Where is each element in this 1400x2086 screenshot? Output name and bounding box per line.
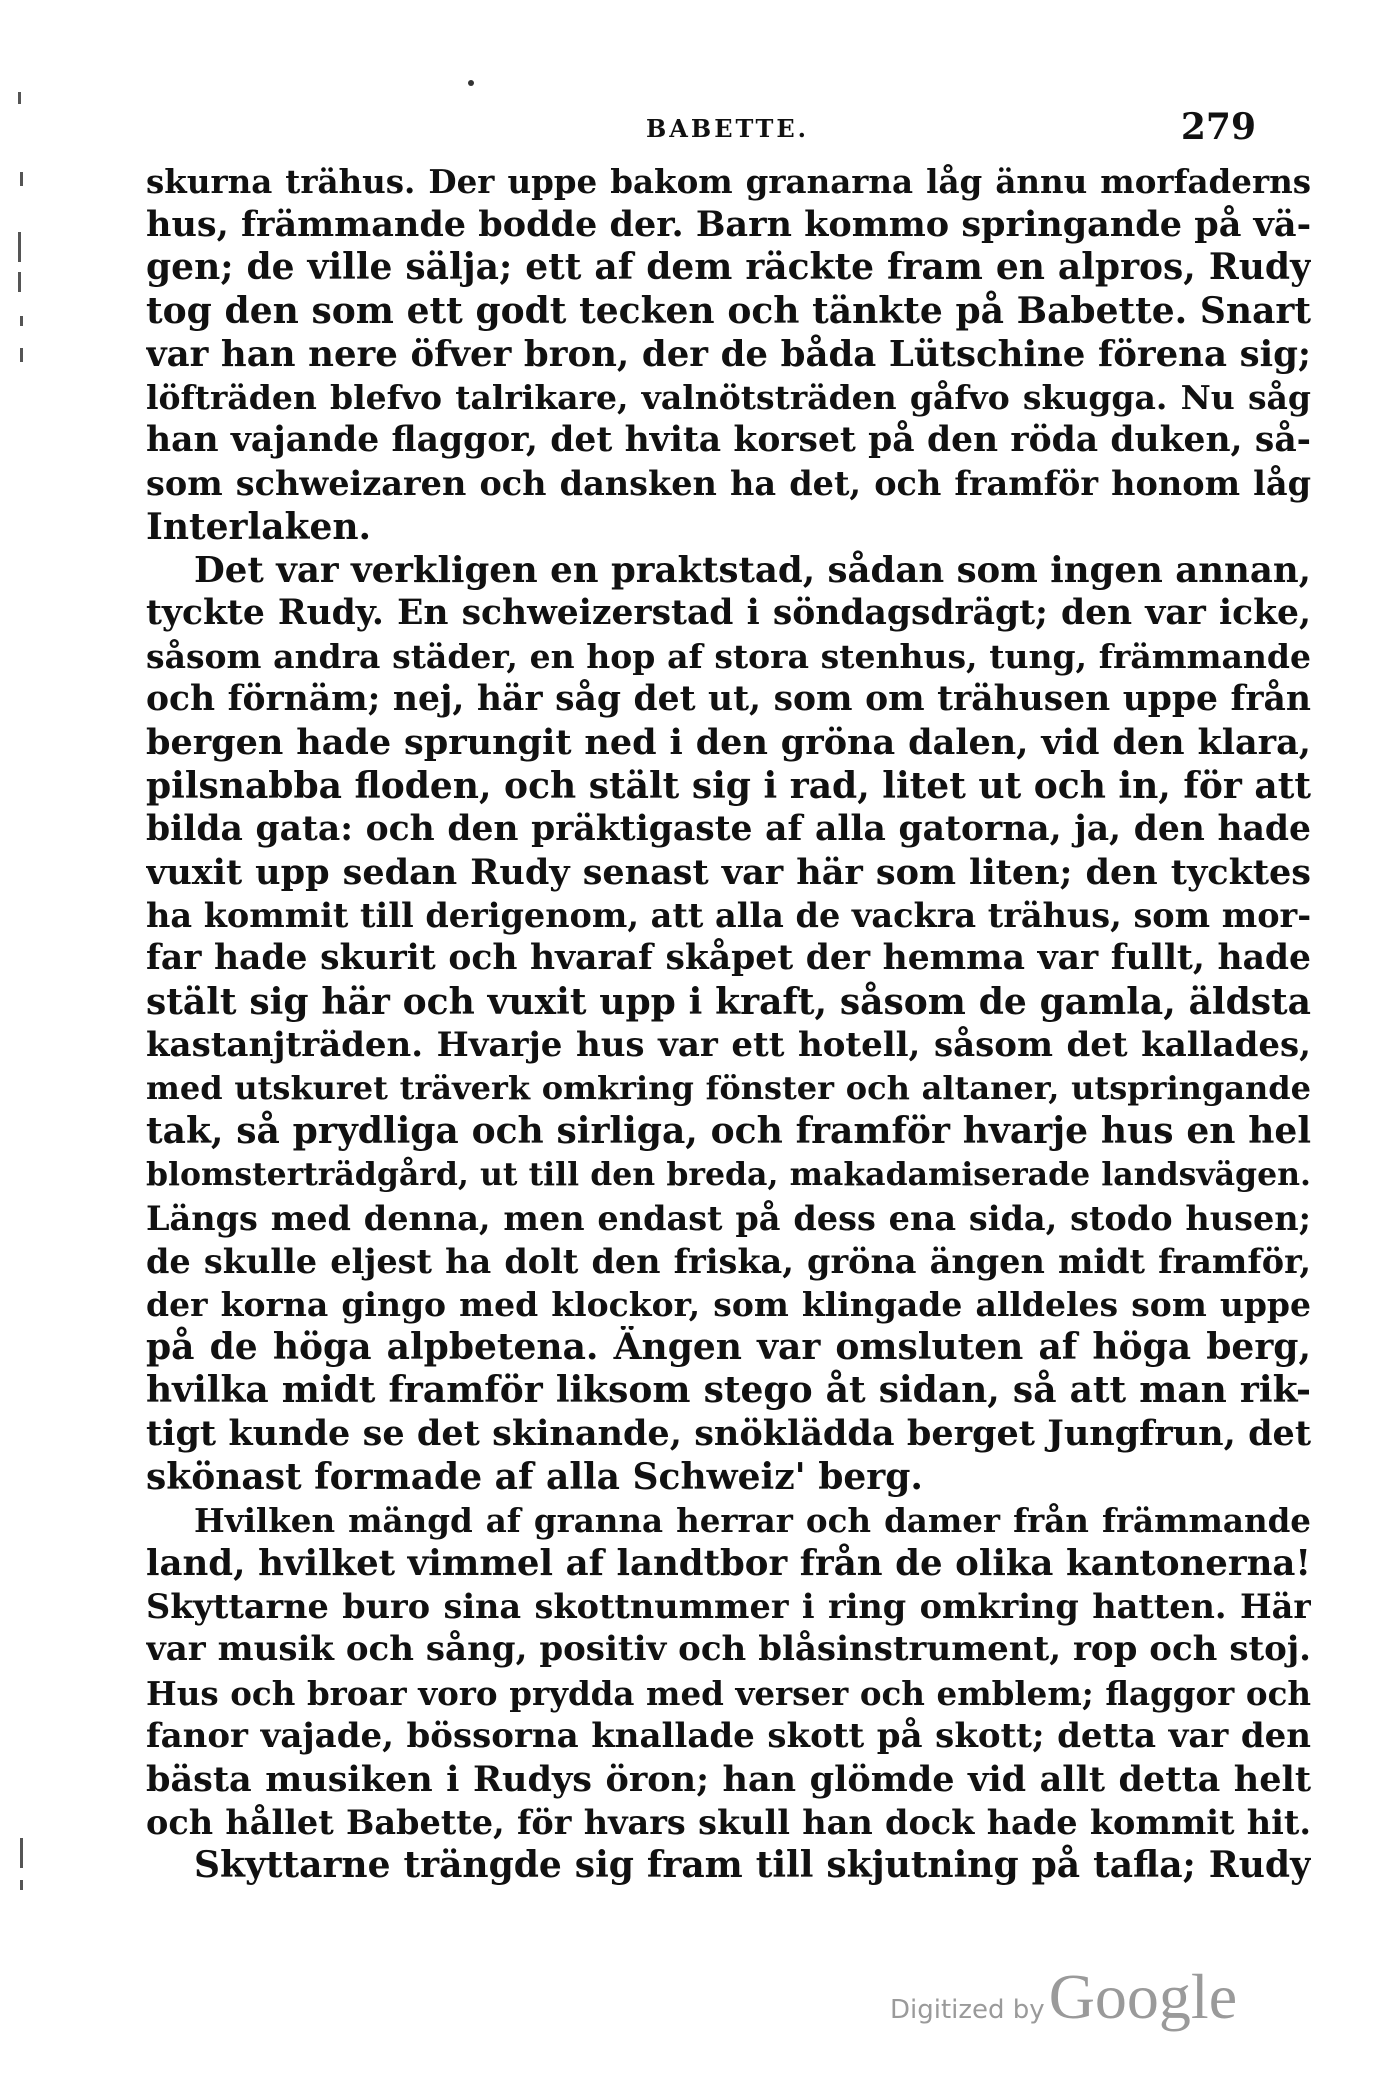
text-line: var han nere öfver bron, der de båda Lütschine förena sig;: [146, 333, 1311, 375]
text-line: Interlaken.: [146, 505, 372, 548]
text-line: tak, så prydliga och sirliga, och framför hvarje hus en hel: [146, 1110, 1311, 1153]
margin-mark: [20, 316, 23, 326]
text-line: bästa musiken i Rudys öron; han glömde vid allt detta helt: [146, 1758, 1311, 1800]
text-line: med utskuret träverk omkring fönster och altaner, utspringande: [146, 1068, 1311, 1107]
watermark-prefix: Digitized by: [890, 1995, 1045, 2025]
text-line: land, hvilket vimmel af landtbor från de olika kantonerna!: [146, 1543, 1311, 1584]
text-line: tigt kunde se det skinande, snöklädda berget Jungfrun, det: [146, 1413, 1311, 1455]
digitized-by-watermark: [890, 1960, 1237, 2030]
text-line: och förnäm; nej, här såg det ut, som om trähusen uppe från: [146, 679, 1311, 720]
running-title: BABETTE.: [646, 114, 809, 143]
margin-mark: [18, 272, 21, 292]
text-line: bergen hade sprungit ned i den gröna dalen, vid den klara,: [146, 722, 1311, 764]
margin-mark: [18, 232, 21, 262]
text-line: och hållet Babette, för hvars skull han dock hade kommit hit.: [146, 1803, 1311, 1843]
body-text: [146, 160, 1311, 1888]
text-line: vuxit upp sedan Rudy senast var här som liten; den tycktes: [146, 852, 1311, 893]
text-line: ha kommit till derigenom, att alla de vackra trähus, som mor-: [146, 896, 1311, 936]
text-line: Längs med denna, men endast på dess ena sida, stodo husen;: [146, 1198, 1311, 1238]
margin-mark: [20, 348, 23, 362]
text-line: Skyttarne trängde sig fram till skjutning på tafla; Rudy: [194, 1844, 1311, 1887]
text-line: han vajande flaggor, det hvita korset på den röda duken, så-: [146, 420, 1311, 461]
text-line: tyckte Rudy. En schweizerstad i söndagsdrägt; den var icke,: [146, 592, 1311, 633]
text-line: gen; de ville sälja; ett af dem räckte fram en alpros, Rudy: [146, 246, 1311, 289]
text-line: på de höga alpbetena. Ängen var omsluten af höga berg,: [146, 1326, 1311, 1369]
text-line: Hvilken mängd af granna herrar och damer från främmande: [194, 1500, 1311, 1540]
text-line: fanor vajade, bössorna knallade skott på skott; detta var den: [146, 1715, 1311, 1756]
text-line: var musik och sång, positiv och blåsinstrument, rop och stoj.: [146, 1629, 1311, 1670]
google-logo: Google: [1048, 1961, 1238, 2032]
text-line: löfträden blefvo talrikare, valnötsträden gåfvo skugga. Nu såg: [146, 377, 1311, 417]
text-line: Det var verkligen en praktstad, sådan som ingen annan,: [194, 549, 1311, 591]
page-header: [146, 106, 1256, 154]
text-line: skönast formade af alla Schweiz' berg.: [146, 1455, 923, 1498]
margin-mark: [18, 92, 21, 104]
margin-mark: [20, 1838, 23, 1868]
text-line: Hus och broar voro prydda med verser och emblem; flaggor och: [146, 1673, 1311, 1713]
text-line: de skulle eljest ha dolt den friska, gröna ängen midt framför,: [146, 1241, 1311, 1281]
text-line: såsom andra städer, en hop af stora stenhus, tung, främmande: [146, 637, 1311, 677]
text-line: far hade skurit och hvaraf skåpet der hemma var fullt, hade: [146, 938, 1311, 979]
text-line: skurna trähus. Der uppe bakom granarna låg ännu morfaderns: [146, 162, 1311, 201]
text-line: hvilka midt framför liksom stego åt sidan, så att man rik-: [146, 1369, 1311, 1412]
text-line: hus, främmande bodde der. Barn kommo springande på vä-: [146, 204, 1311, 246]
text-line: blomsterträdgård, ut till den breda, makadamiserade landsvägen.: [146, 1156, 1311, 1194]
text-line: der korna gingo med klockor, som klingade alldeles som uppe: [146, 1284, 1311, 1324]
text-line: bilda gata: och den präktigaste af alla gatorna, ja, den hade: [146, 808, 1311, 849]
page-number: 279: [1180, 106, 1256, 148]
text-line: Skyttarne buro sina skottnummer i ring omkring hatten. Här: [146, 1587, 1311, 1627]
text-line: kastanjträden. Hvarje hus var ett hotell, såsom det kallades,: [146, 1024, 1311, 1065]
text-line: tog den som ett godt tecken och tänkte på Babette. Snart: [146, 289, 1311, 332]
text-line: pilsnabba floden, och stält sig i rad, litet ut och in, för att: [146, 764, 1311, 807]
ink-speck: [468, 80, 474, 86]
margin-mark: [20, 1880, 23, 1890]
margin-mark: [20, 172, 23, 186]
text-line: stält sig här och vuxit upp i kraft, såsom de gamla, äldsta: [146, 980, 1311, 1023]
text-line: som schweizaren och dansken ha det, och framför honom låg: [146, 464, 1311, 504]
